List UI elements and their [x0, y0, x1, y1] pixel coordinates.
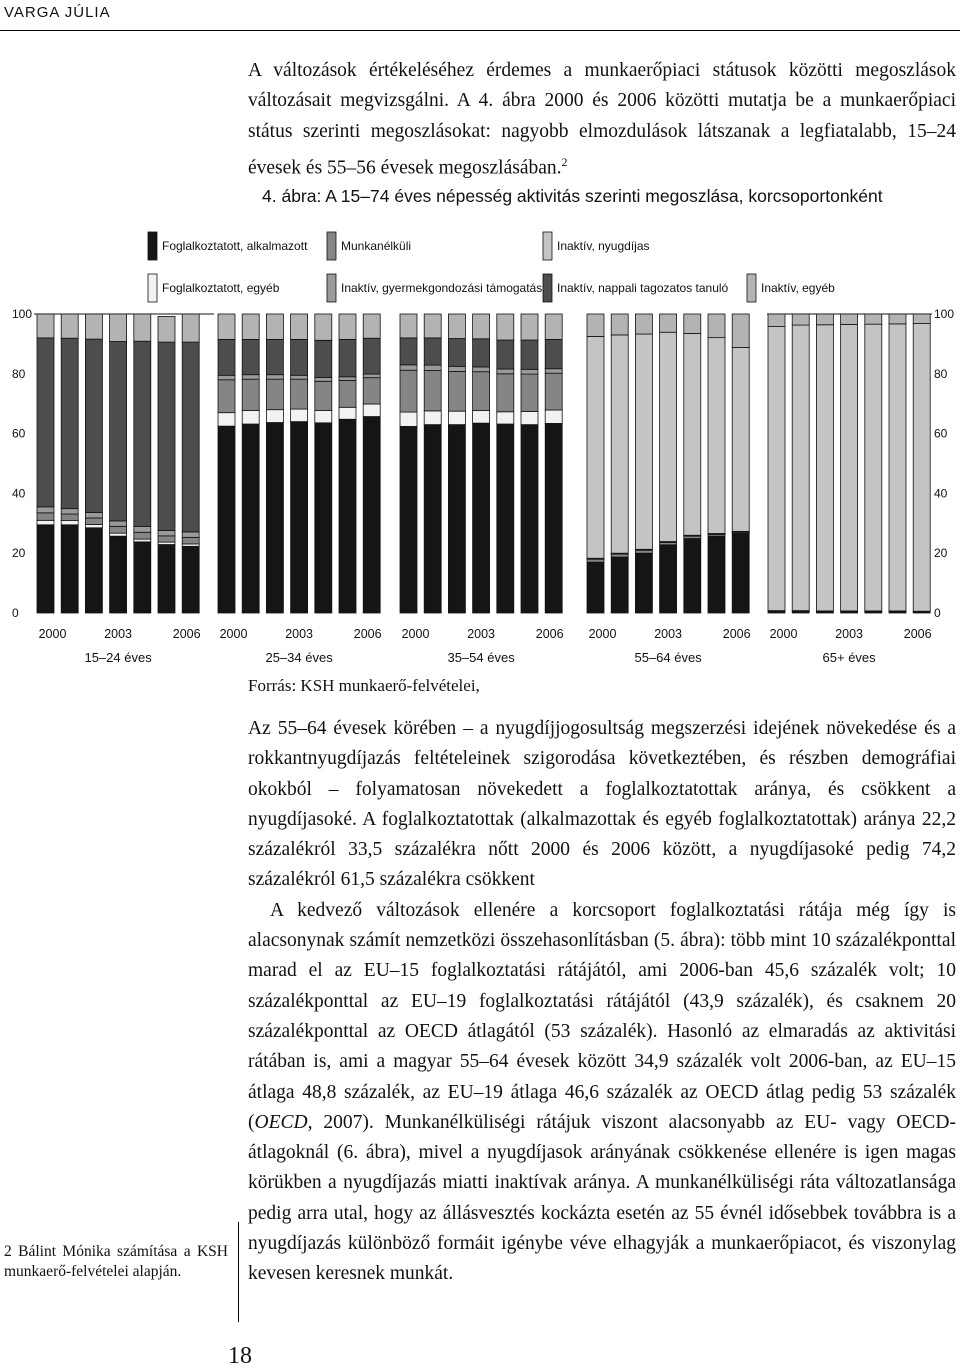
bar-segment	[889, 314, 906, 324]
bar-segment	[339, 339, 356, 376]
bar-segment	[635, 550, 652, 553]
stacked-bar-chart	[0, 222, 960, 670]
bar-segment	[315, 377, 332, 381]
bar-segment	[611, 557, 628, 613]
body-paragraph-2a: A kedvező változások ellenére a korcsoport foglalkoztatási rátája még így is alacsonynak számít nemzetközi összehasonlításban (5. ábra): több mint 10 százalékponttal marad el az EU–15 foglalkoztatási rátájától, ami 2006-ban 45,6 százalék volt; 10 százalékponttal az EU–19 foglalkoztatási rátájától (43,9 százalék), és csaknem 20 százalékponttal az OECD átlagától (53 százalék). Hasonló az elmaradás az aktivitási rátában is, ami a magyar 55–64 évesek között 34,9 százalék volt 2006-ban, az EU–15 átlaga 48,8 százalék, az EU–19 átlaga 46,6 százalék az OECD átlag pedig 53 százalék (	[248, 899, 956, 1133]
bar-segment	[587, 336, 604, 558]
intro-text: A változások értékeléséhez érdemes a munkaerőpiaci státusok közötti megoszlások változásait megvizsgálni. A 4. ábra 2000 és 2006 közötti mutatja be a munkaerőpiaci státus szerinti megoszlásokat: nagyobb elmozdulások látszanak a legfiatalabb, 15–24 évesek és 55–56 évesek megoszlásában.	[248, 60, 956, 179]
bar-segment	[182, 546, 199, 613]
bar-segment	[448, 314, 465, 339]
bar-segment	[497, 424, 514, 613]
bar-segment	[85, 524, 102, 527]
bar-segment	[266, 375, 283, 379]
bar-segment	[708, 338, 725, 534]
bar-segment	[85, 339, 102, 512]
bar-segment	[448, 339, 465, 367]
x-tick-label: 2006	[172, 627, 201, 641]
legend-swatch	[543, 232, 552, 260]
bar-segment	[448, 425, 465, 613]
bar-segment	[363, 417, 380, 613]
bar-segment	[182, 342, 199, 532]
bar-segment	[110, 533, 127, 536]
bar-segment	[913, 324, 930, 612]
x-tick-label: 2006	[903, 627, 932, 641]
bar-segment	[158, 342, 175, 530]
bar-segment	[37, 338, 54, 507]
bar-segment	[473, 339, 490, 367]
bar-segment	[768, 314, 785, 327]
legend-label: Inaktív, nyugdíjas	[557, 239, 650, 253]
x-tick-label: 2000	[769, 627, 798, 641]
bar-segment	[545, 314, 562, 339]
bar-segment	[708, 536, 725, 613]
bar-segment	[448, 411, 465, 424]
bar-segment	[218, 426, 235, 613]
group-label: 55–64 éves	[634, 650, 702, 665]
bar-segment	[339, 377, 356, 381]
bar-segment	[473, 372, 490, 411]
bar-segment	[400, 314, 417, 338]
bar-segment	[61, 338, 78, 508]
bar-segment	[266, 410, 283, 423]
footnote: 2 Bálint Mónika számítása a KSH munkaerő-felvételei alapján.	[4, 1243, 228, 1280]
bar-segment	[339, 314, 356, 339]
legend-label: Foglalkoztatott, alkalmazott	[162, 239, 308, 253]
y-tick-label-right: 40	[934, 486, 948, 501]
bar-segment	[110, 526, 127, 533]
y-tick-label-left: 80	[12, 366, 26, 381]
bar-segment	[218, 314, 235, 339]
x-tick-label: 2000	[588, 627, 617, 641]
bar-segment	[497, 340, 514, 369]
bar-segment	[339, 380, 356, 407]
y-tick-label-left: 20	[12, 546, 26, 561]
bar-segment	[291, 339, 308, 375]
bar-segment	[110, 314, 127, 342]
footnote-ref: 2	[561, 154, 568, 169]
x-tick-label: 2000	[38, 627, 67, 641]
bar-segment	[291, 422, 308, 613]
y-tick-label-left: 60	[12, 426, 26, 441]
legend-swatch	[327, 232, 336, 260]
bar-segment	[85, 314, 102, 339]
bar-segment	[315, 314, 332, 340]
bar-segment	[587, 562, 604, 613]
y-tick-label-left: 40	[12, 486, 26, 501]
y-tick-label-left: 100	[12, 307, 33, 321]
bar-segment	[635, 553, 652, 613]
bar-segment	[611, 335, 628, 553]
running-head: VARGA JÚLIA	[4, 4, 111, 21]
bar-segment	[37, 513, 54, 520]
bar-segment	[266, 379, 283, 409]
bar-segment	[684, 539, 701, 613]
bar-segment	[37, 314, 54, 338]
figure-source: Forrás: KSH munkaerő-felvételei,	[248, 676, 480, 695]
bar-segment	[732, 314, 749, 347]
bar-segment	[134, 542, 151, 613]
bar-segment	[635, 334, 652, 549]
body-citation: OECD	[254, 1111, 308, 1133]
bar-segment	[85, 528, 102, 613]
group-label: 15–24 éves	[84, 650, 152, 665]
x-tick-label: 2003	[835, 627, 864, 641]
legend-label: Inaktív, gyermekgondozási támogatás	[341, 281, 543, 295]
bar-segment	[792, 325, 809, 611]
y-tick-label-left: 0	[12, 606, 19, 620]
bar-segment	[400, 370, 417, 412]
x-tick-label: 2000	[219, 627, 248, 641]
bar-segment	[611, 554, 628, 557]
bar-segment	[266, 423, 283, 613]
x-tick-label: 2006	[722, 627, 751, 641]
bar-segment	[158, 316, 175, 342]
x-tick-label: 2003	[467, 627, 496, 641]
bar-segment	[473, 423, 490, 613]
bar-segment	[816, 325, 833, 611]
bar-segment	[315, 381, 332, 410]
bar-segment	[732, 533, 749, 613]
bar-segment	[424, 371, 441, 411]
header-rule	[0, 30, 960, 31]
body-paragraph-1: Az 55–64 évesek körében – a nyugdíjjogosultság megszerzési idejének növekedése és a rokkantnyugdíjazás feltételeinek szigorodása következtében, és részben demográfiai okokból – folyamatosan növekedett a foglalkoztatottak aránya, és csökkent a nyugdíjasoké. A foglalkoztatottak (alkalmazottak és egyéb foglalkoztatottak) aránya 22,2 százalékról 33,5 százalékra nőtt 2000 és 2006 között, a nyugdíjasoké pedig 74,2 százalékról 61,5 százalékra csökkent	[248, 718, 956, 891]
bar-segment	[841, 314, 858, 324]
bar-segment	[635, 314, 652, 334]
bar-segment	[315, 340, 332, 377]
page-number: 18	[228, 1343, 252, 1369]
bar-segment	[521, 314, 538, 340]
bar-segment	[611, 314, 628, 335]
bar-segment	[913, 314, 930, 324]
bar-segment	[497, 374, 514, 412]
bar-segment	[134, 532, 151, 539]
bar-segment	[448, 366, 465, 371]
bar-segment	[61, 509, 78, 514]
bar-segment	[182, 532, 199, 537]
bar-segment	[61, 314, 78, 338]
bar-segment	[291, 375, 308, 379]
bar-segment	[134, 314, 151, 341]
bar-segment	[218, 413, 235, 426]
y-tick-label-right: 100	[934, 307, 955, 321]
bar-segment	[134, 527, 151, 533]
bar-segment	[110, 521, 127, 526]
footnote-divider	[238, 1222, 239, 1322]
x-tick-label: 2003	[285, 627, 314, 641]
bar-segment	[158, 545, 175, 613]
bar-segment	[400, 338, 417, 365]
bar-segment	[889, 324, 906, 611]
figure-title: 4. ábra: A 15–74 éves népesség aktivitás szerinti megoszlása, korcsoportonként	[262, 186, 883, 206]
bar-segment	[587, 559, 604, 562]
bar-segment	[363, 338, 380, 374]
bar-segment	[768, 327, 785, 611]
y-tick-label-right: 20	[934, 546, 948, 561]
bar-segment	[363, 374, 380, 378]
bar-segment	[242, 339, 259, 374]
legend-swatch	[148, 232, 157, 260]
bar-segment	[363, 314, 380, 338]
legend-swatch	[543, 274, 552, 302]
bar-segment	[400, 365, 417, 370]
bar-segment	[660, 332, 677, 541]
bar-segment	[61, 521, 78, 525]
bar-segment	[266, 339, 283, 374]
bar-segment	[424, 411, 441, 425]
bar-segment	[291, 314, 308, 339]
bar-segment	[545, 339, 562, 368]
bar-segment	[37, 520, 54, 524]
bar-segment	[363, 404, 380, 417]
bar-segment	[339, 407, 356, 419]
body-paragraph-2b: , 2007). Munkanélküliségi rátájuk viszont alacsonyabb az EU- vagy OECD-átlagoknál (6. ábra), mivel a nyugdíjasok arányának csökkenése ellenére is igen magas körükben a nyugdíjazás miatti inaktívak aránya. A munkanélküliségi ráta változatlansága pedig arra utal, hogy az állásvesztés kockázta esetén az 55 évnél idősebbek továbbra is a nyugdíjazás különböző formáit igénybe véve elhagyják a munkaerőpiacot, és viszonylag kevesen keresnek munkát.	[248, 1111, 956, 1285]
bar-segment	[218, 380, 235, 413]
bar-segment	[158, 536, 175, 542]
bar-segment	[545, 410, 562, 423]
bar-segment	[218, 375, 235, 379]
bar-segment	[521, 340, 538, 369]
bar-segment	[545, 423, 562, 613]
x-tick-label: 2003	[104, 627, 133, 641]
y-tick-label-right: 0	[934, 606, 941, 620]
bar-segment	[473, 314, 490, 339]
bar-segment	[684, 333, 701, 535]
bar-segment	[158, 530, 175, 535]
group-label: 65+ éves	[822, 650, 876, 665]
bar-segment	[182, 537, 199, 544]
bar-segment	[110, 342, 127, 521]
bar-segment	[339, 419, 356, 613]
bar-segment	[865, 324, 882, 611]
bar-segment	[660, 545, 677, 613]
bar-segment	[521, 425, 538, 613]
group-label: 25–34 éves	[265, 650, 333, 665]
legend-label: Munkanélküli	[341, 239, 412, 253]
bar-segment	[424, 365, 441, 370]
bar-segment	[816, 314, 833, 325]
bar-segment	[85, 513, 102, 518]
bar-segment	[732, 347, 749, 531]
bar-segment	[242, 379, 259, 410]
legend-label: Inaktív, nappali tagozatos tanuló	[557, 281, 729, 295]
legend-swatch	[747, 274, 756, 302]
bar-segment	[315, 411, 332, 423]
x-tick-label: 2006	[353, 627, 382, 641]
bar-segment	[660, 314, 677, 332]
bar-segment	[865, 314, 882, 324]
bar-segment	[792, 314, 809, 325]
legend-swatch	[327, 274, 336, 302]
legend-label: Inaktív, egyéb	[761, 281, 835, 295]
bar-segment	[182, 314, 199, 342]
x-tick-label: 2000	[401, 627, 430, 641]
bar-segment	[315, 423, 332, 613]
bar-segment	[400, 426, 417, 613]
bar-segment	[473, 367, 490, 372]
bar-segment	[242, 411, 259, 424]
bar-segment	[110, 536, 127, 613]
bar-segment	[448, 371, 465, 411]
bar-segment	[708, 314, 725, 338]
bar-segment	[424, 314, 441, 338]
bar-segment	[545, 369, 562, 373]
bar-segment	[61, 525, 78, 613]
y-tick-label-right: 60	[934, 426, 948, 441]
bar-segment	[291, 409, 308, 422]
bar-segment	[242, 424, 259, 613]
bar-segment	[497, 369, 514, 374]
bar-segment	[424, 425, 441, 613]
x-tick-label: 2006	[535, 627, 564, 641]
bar-segment	[218, 339, 235, 375]
bar-segment	[841, 324, 858, 610]
bar-segment	[684, 314, 701, 333]
bar-segment	[291, 379, 308, 409]
bar-segment	[497, 412, 514, 424]
bar-segment	[545, 373, 562, 410]
bar-segment	[363, 378, 380, 404]
bar-segment	[37, 525, 54, 613]
group-label: 35–54 éves	[447, 650, 515, 665]
bar-segment	[134, 341, 151, 526]
legend-swatch	[148, 274, 157, 302]
intro-paragraph	[248, 56, 956, 184]
bar-segment	[473, 411, 490, 424]
y-tick-label-right: 80	[934, 366, 948, 381]
bar-segment	[400, 412, 417, 426]
x-tick-label: 2003	[654, 627, 683, 641]
bar-segment	[587, 314, 604, 336]
bar-segment	[266, 314, 283, 339]
bar-segment	[61, 514, 78, 521]
bar-segment	[242, 375, 259, 379]
bar-segment	[134, 539, 151, 542]
bar-segment	[242, 314, 259, 339]
bar-segment	[521, 369, 538, 374]
body-text	[248, 714, 956, 1290]
bar-segment	[85, 518, 102, 525]
bar-segment	[497, 314, 514, 340]
bar-segment	[521, 374, 538, 411]
legend-label: Foglalkoztatott, egyéb	[162, 281, 280, 295]
bar-segment	[37, 507, 54, 513]
bar-segment	[521, 411, 538, 424]
bar-segment	[424, 338, 441, 365]
